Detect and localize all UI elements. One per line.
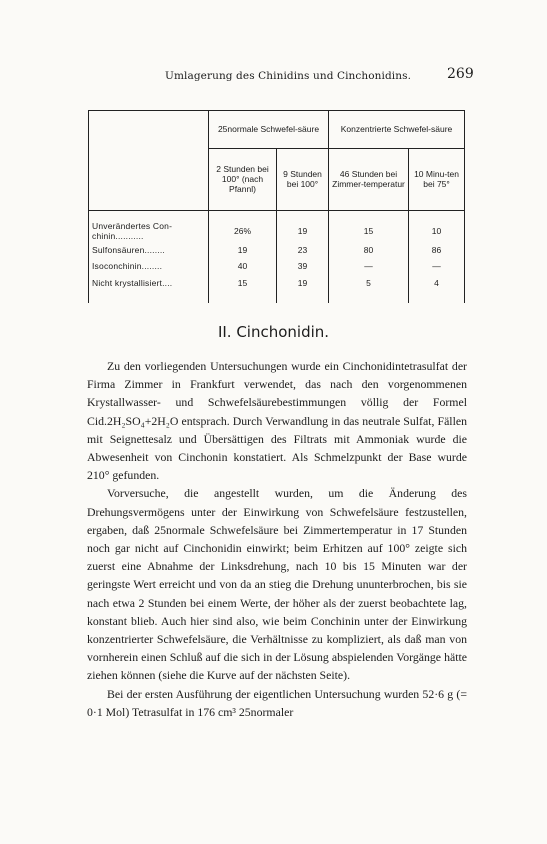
column-header: 9 Stunden bei 100° [277,148,329,210]
table-cell: 15 [209,274,277,290]
table-cell: 26% [209,211,277,242]
table-group-header-row [89,111,465,149]
body-text [87,357,467,721]
table-cell: 19 [277,211,329,242]
row-label: Isoconchinin........ [89,258,209,274]
group-header-konzentriert: Konzentrierte Schwefel-säure [329,111,465,149]
table-row [89,258,465,274]
column-header: 10 Minu-ten bei 75° [409,148,465,210]
row-label: Sulfonsäuren........ [89,242,209,258]
results-table [88,110,465,303]
table-cell: 80 [329,242,409,258]
table-cell: 23 [277,242,329,258]
table-row [89,242,465,258]
table-row [89,211,465,242]
table-cell: 5 [329,274,409,290]
table-cell: 4 [409,274,465,290]
page-number: 269 [447,66,474,82]
row-label: Unverändertes Con-chinin........... [89,211,209,242]
table-cell: 19 [209,242,277,258]
column-header: 2 Stunden bei 100° (nach Pfannl) [209,148,277,210]
paragraph: Vorversuche, die angestellt wurden, um die Änderung des Drehungsvermögens unter der Einwirkung von Schwefelsäure festzustellen, ergaben, daß 25normale Schwefelsäure bei Zimmertemperatur in 17 Stunden noch gar nicht auf Cinchonidin einwirkt; beim Erhitzen auf 100° zeigte sich zuerst eine Abnahme der Linksdrehung, nach 10 bis 15 Minuten war der geringste Wert erreicht und von da an stieg die Drehung ununterbrochen, bis sie nach etwa 2 Stunden bei einem Werte, der höher als der zuerst beobachtete lag, konstant blieb. Auch hier sind also, wie beim Conchinin unter der Einwirkung konzentrierter Schwefelsäure, die Verhältnisse zu kompliziert, als daß man von vornherein einen Schluß auf die sich in der Lösung abspielenden Vorgänge hätte ziehen können (siehe die Kurve auf der nächsten Seite). [87,486,467,683]
section-title: II. Cinchonidin. [217,323,330,341]
column-header: 46 Stunden bei Zimmer-temperatur [329,148,409,210]
paragraph: Bei der ersten Ausführung der eigentlichen Untersuchung wurden 52·6 g (= 0·1 Mol) Tetrasulfat in 176 cm³ 25normaler [87,686,467,719]
running-head: Umlagerung des Chinidins und Cinchonidins. [165,70,412,82]
table-tail-row [89,291,465,303]
table-corner-cell [89,111,209,211]
table-cell: 86 [409,242,465,258]
table-cell: — [329,258,409,274]
table-row [89,274,465,290]
table-cell: 39 [277,258,329,274]
table-cell: 40 [209,258,277,274]
paragraph: Zu den vorliegenden Untersuchungen wurde ein Cinchonidintetrasulfat der Firma Zimmer in Frankfurt verwendet, das nach den vorgenommenen Krystallwasser- und Schwefelsäurebestimmungen völlig der Formel Cid.2H₂SO₄+2H₂O entsprach. Durch Verwandlung in das neutrale Sulfat, Fällen mit Seignettesalz und Übersättigen des Filtrats mit Ammoniak wurde die Abwesenheit von Cinchonin konstatiert. Als Schmelzpunkt der Base wurde 210° gefunden. [87,359,467,483]
table-cell: 15 [329,211,409,242]
table-cell: 10 [409,211,465,242]
group-header-25normal: 25normale Schwefel-säure [209,111,329,149]
row-label: Nicht krystallisiert.... [89,274,209,290]
table-cell: — [409,258,465,274]
table-cell: 19 [277,274,329,290]
